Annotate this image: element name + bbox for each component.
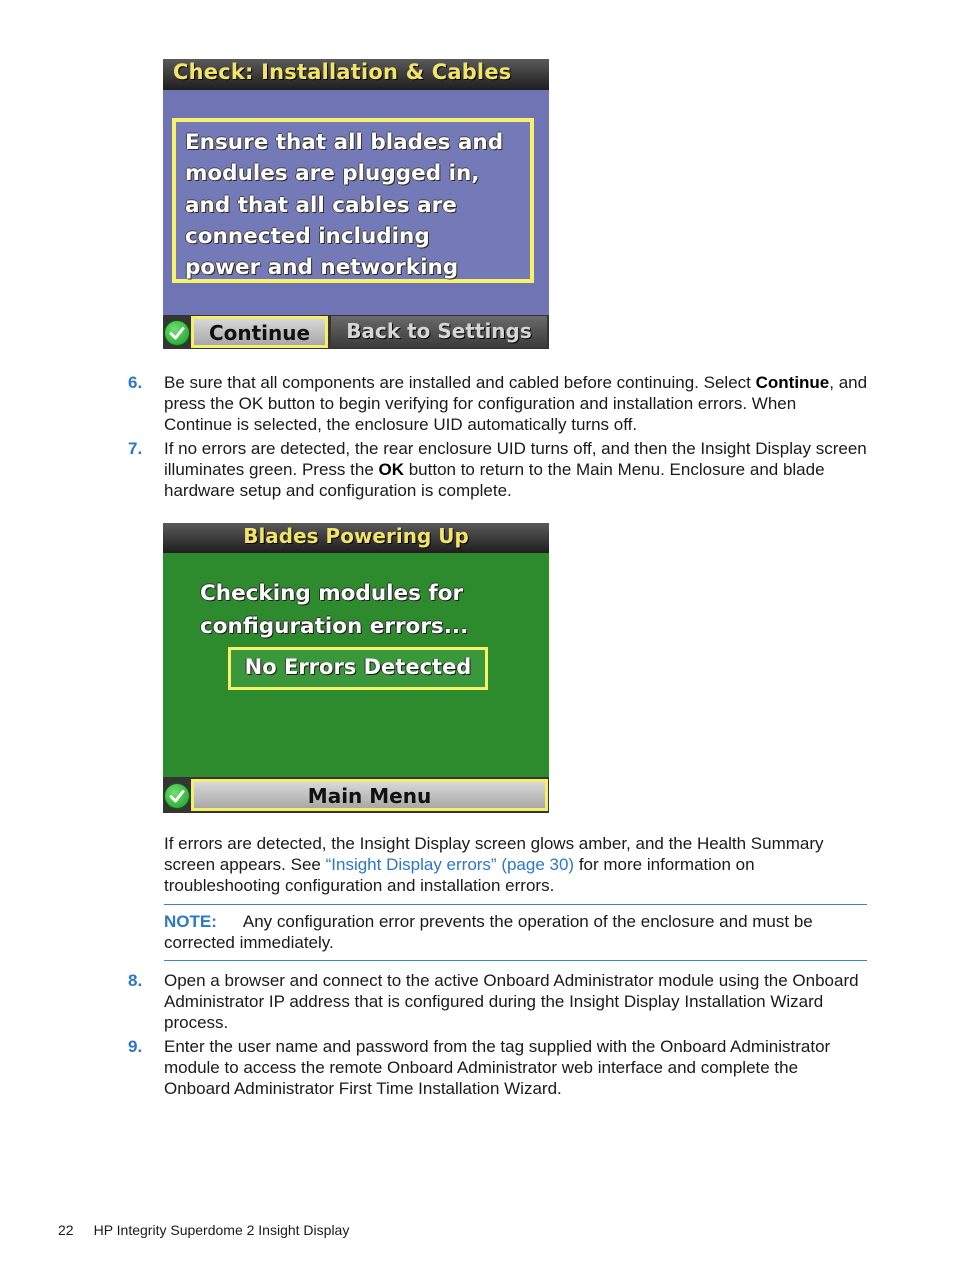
main-menu-button — [191, 779, 548, 811]
message-line: connected including — [185, 223, 430, 249]
step-bold-term: Continue — [755, 373, 830, 392]
step-text — [164, 373, 868, 435]
continue-button — [191, 316, 328, 348]
message-line: Checking modules for — [200, 581, 464, 606]
note-text: Any configuration error prevents the operation of the enclosure and must be corrected immediately. — [164, 912, 813, 952]
screen-title-bar — [163, 59, 549, 90]
insight-display-screenshot-blades-powering-up — [163, 523, 549, 813]
footer-title: HP Integrity Superdome 2 Insight Display — [93, 1222, 350, 1238]
step-text-part: Be sure that all components are installed and cabled before continuing. Select — [164, 373, 756, 392]
paragraph-text-part: for more information on troubleshooting configuration and installation errors. — [164, 854, 755, 895]
button-bar — [163, 777, 549, 813]
step-text: Enter the user name and password from the tag supplied with the Onboard Administrator module to access the remote Onboard Administrator web interface and complete the Onboard Administrator First Time Installation Wizard. — [164, 1037, 831, 1098]
message-box — [172, 118, 534, 283]
note-bottom-divider — [164, 960, 867, 961]
message-line: and that all cables are — [185, 192, 457, 218]
step-number: 9. — [128, 1037, 143, 1056]
note-top-divider — [164, 904, 867, 905]
screen-title-bar — [163, 523, 549, 553]
message-line: power and networking — [185, 255, 459, 281]
ok-check-icon — [164, 783, 190, 809]
insight-display-screenshot-check-installation — [163, 59, 549, 349]
page-footer — [58, 1222, 349, 1238]
message-line: modules are plugged in, — [185, 161, 480, 187]
message-text — [200, 577, 540, 643]
step-text-part: If no errors are detected, the rear enclosure UID turns off, and then the Insight Display screen illuminates green. Press the — [164, 439, 867, 479]
step-bold-term: OK — [378, 459, 404, 479]
errors-paragraph — [164, 834, 868, 896]
note-label: NOTE: — [164, 912, 217, 931]
message-line: Ensure that all blades and — [185, 130, 504, 155]
step-text-part: , and press the OK button to begin verifying for configuration and installation errors. When Continue is selected, the enclosure UID automatically turns off. — [164, 373, 868, 434]
note-block — [164, 912, 868, 954]
status-text: No Errors Detected — [244, 655, 472, 679]
status-box — [228, 647, 488, 690]
message-text — [185, 127, 530, 283]
main-menu-label: Main Menu — [307, 784, 432, 808]
step-number: 7. — [128, 439, 143, 458]
paragraph-text-part: If errors are detected, the Insight Display screen glows amber, and the Health Summary screen appears. See — [164, 834, 824, 874]
step-text — [164, 439, 868, 501]
page-number: 22 — [58, 1222, 74, 1238]
button-bar — [163, 315, 549, 349]
ok-check-icon — [164, 320, 190, 346]
step-text-part: button to return to the Main Menu. Enclosure and blade hardware setup and configuration is complete. — [164, 459, 825, 500]
step-number: 6. — [128, 373, 143, 392]
message-line: configuration errors... — [200, 614, 469, 639]
screen-title: Check: Installation & Cables — [173, 60, 512, 84]
continue-label: Continue — [208, 321, 311, 345]
back-to-settings-label: Back to Settings — [346, 319, 532, 343]
step-text: Open a browser and connect to the active Onboard Administrator module using the Onboard Administrator IP address that is configured during the Insight Display Installation Wizard process. — [164, 971, 859, 1032]
insight-display-errors-link[interactable]: “Insight Display errors” (page 30) — [325, 854, 575, 874]
screen-title: Blades Powering Up — [243, 524, 469, 548]
back-to-settings-button — [331, 316, 547, 348]
step-number: 8. — [128, 971, 143, 990]
